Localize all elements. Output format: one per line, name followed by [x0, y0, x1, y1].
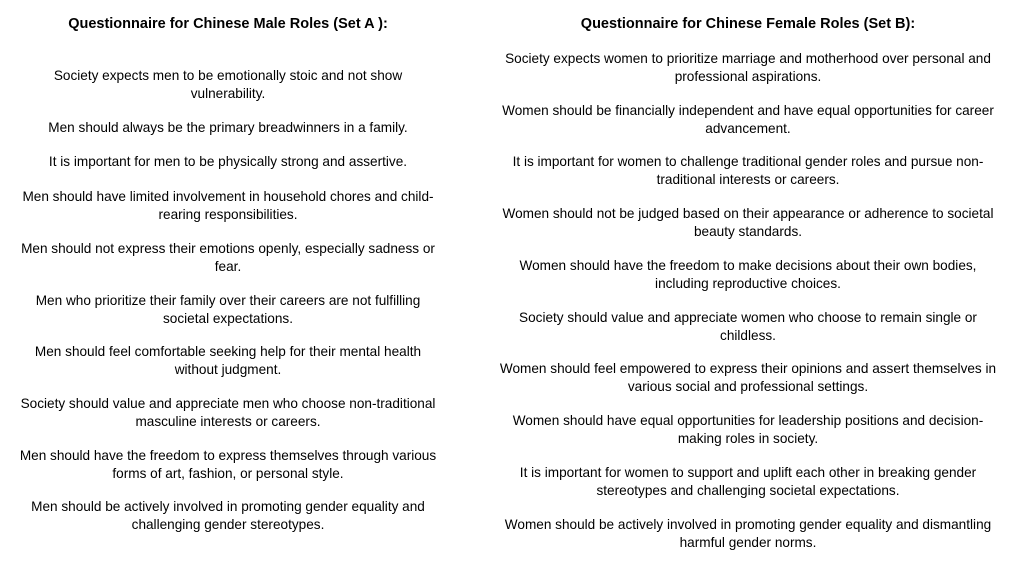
set-b-item-1: Society expects women to prioritize marriage and motherhood over personal and professional aspirations.: [505, 51, 991, 84]
set-a-item-6: Men who prioritize their family over their careers are not fulfilling societal expectations.: [35, 293, 421, 326]
set-a-item-2: Men should always be the primary breadwinners in a family.: [48, 120, 408, 135]
set-a-item-8: Society should value and appreciate men who choose non-traditional masculine interests or careers.: [20, 396, 436, 429]
set-b-item-5: Women should have the freedom to make decisions about their own bodies, including reproductive choices.: [519, 258, 977, 291]
set-b-item-8: Women should have equal opportunities for leadership positions and decision-making roles in society.: [512, 413, 984, 446]
set-b-item-7: Women should feel empowered to express their opinions and assert themselves in various social and professional settings.: [499, 361, 997, 394]
set-a-item-3: It is important for men to be physically strong and assertive.: [48, 154, 408, 169]
set-b-item-3: It is important for women to challenge traditional gender roles and pursue non-traditional interests or careers.: [512, 154, 984, 187]
set-b-item-4: Women should not be judged based on their appearance or adherence to societal beauty standards.: [502, 206, 994, 239]
set-b-item-2: Women should be financially independent and have equal opportunities for career advancement.: [502, 103, 994, 136]
set-a-item-9: Men should have the freedom to express themselves through various forms of art, fashion, or personal style.: [19, 448, 437, 481]
set-b-title: Questionnaire for Chinese Female Roles (Set B):: [580, 16, 916, 32]
set-b-item-9: It is important for women to support and uplift each other in breaking gender stereotypes and challenging societal expectations.: [519, 465, 977, 498]
set-a-item-5: Men should not express their emotions openly, especially sadness or fear.: [21, 241, 435, 274]
set-a-item-1: Society expects men to be emotionally stoic and not show vulnerability.: [53, 68, 403, 101]
set-a-item-7: Men should feel comfortable seeking help for their mental health without judgment.: [34, 344, 422, 377]
set-a-item-10: Men should be actively involved in promoting gender equality and challenging gender stereotypes.: [31, 499, 425, 532]
set-b-item-6: Society should value and appreciate women who choose to remain single or childless.: [519, 310, 977, 343]
set-a-title: Questionnaire for Chinese Male Roles (Set A ):: [68, 16, 388, 32]
set-b-item-10: Women should be actively involved in promoting gender equality and dismantling harmful gender norms.: [504, 517, 992, 550]
set-a-item-4: Men should have limited involvement in household chores and child-rearing responsibilities.: [22, 189, 434, 222]
